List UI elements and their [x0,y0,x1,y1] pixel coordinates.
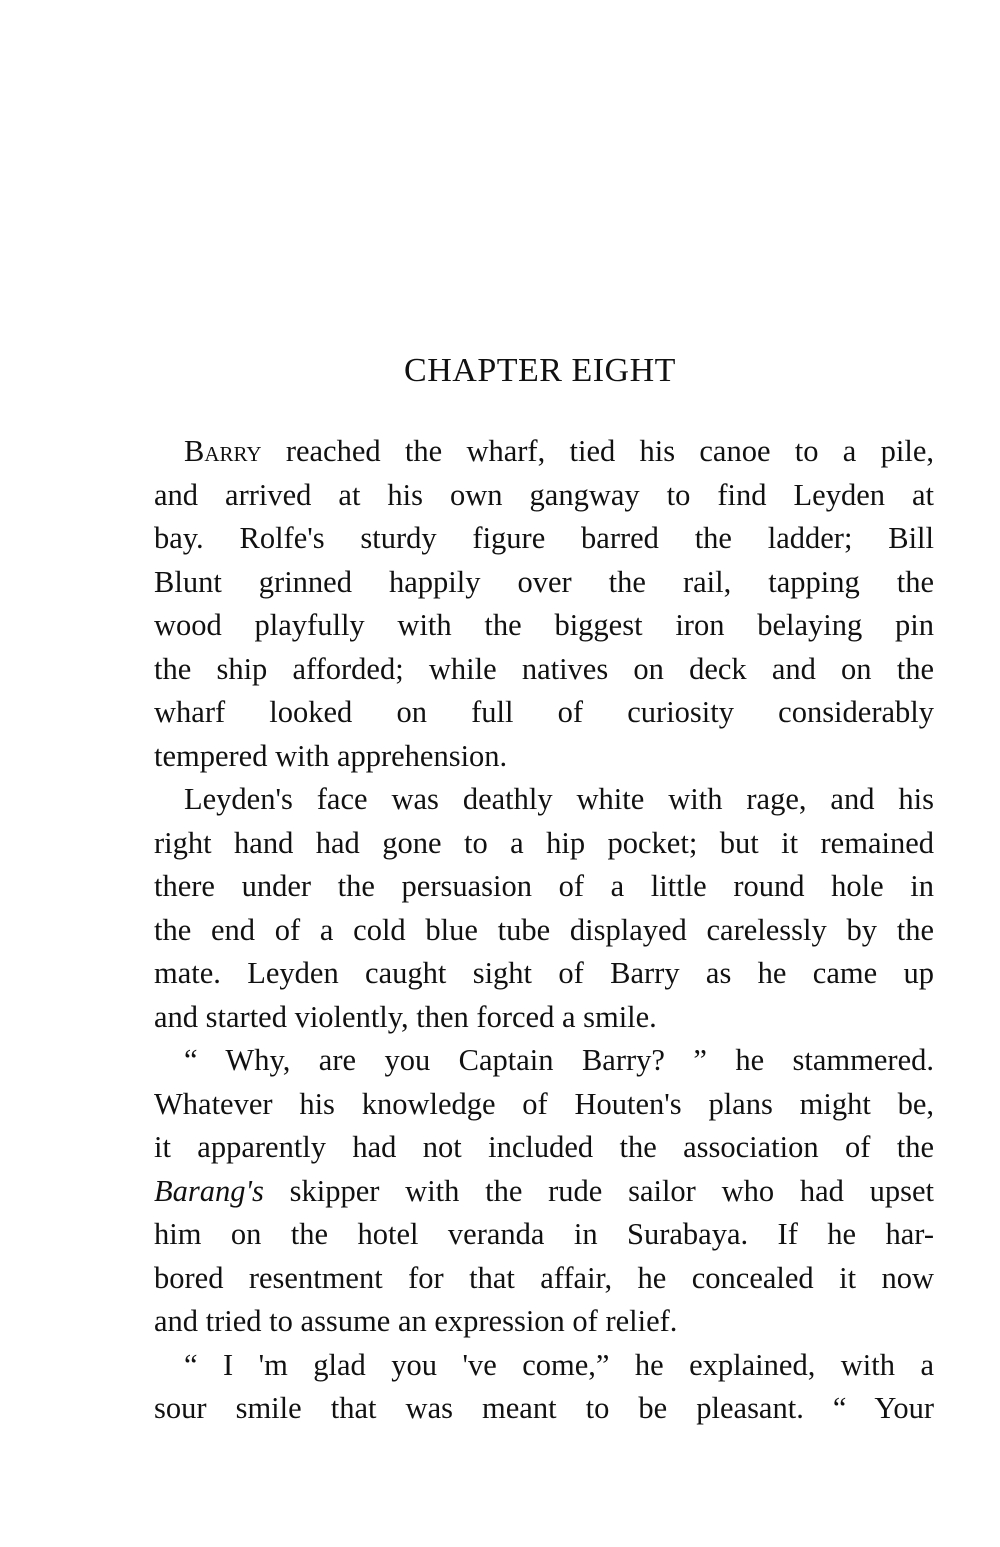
text-line: mate. Leyden caught sight of Barry as he came up [154,956,934,990]
chapter-heading: CHAPTER EIGHT [404,352,676,389]
text-line: right hand had gone to a hip pocket; but it remained [154,825,934,860]
text-line: bored resentment for that affair, he concealed it now [154,1260,934,1295]
text-line: sour smile that was meant to be pleasant. “ Your [154,1391,934,1425]
text-line: wood playfully with the biggest iron belaying pin [154,608,934,642]
text-line: wharf looked on full of curiosity considerably [154,695,934,729]
text-line: “ I 'm glad you 've come,” he explained, with a [184,1347,934,1382]
text-line [154,1170,934,1214]
text-line: bay. Rolfe's sturdy figure barred the ladder; Bill [154,521,934,555]
text-line: and tried to assume an expression of relief. [154,1304,678,1338]
text-line: Leyden's face was deathly white with rage, and his [184,782,934,816]
text-line: “ Why, are you Captain Barry? ” he stammered. [184,1043,934,1077]
text-line: the ship afforded; while natives on deck and on the [154,651,934,686]
text-line: there under the persuasion of a little round hole in [154,869,934,903]
text-line: it apparently had not included the association of the [154,1130,934,1164]
text-line: and arrived at his own gangway to find Leyden at [154,477,934,512]
text-line: the end of a cold blue tube displayed carelessly by the [154,912,934,947]
text-line: tempered with apprehension. [154,738,508,773]
text-line: Whatever his knowledge of Houten's plans might be, [154,1086,934,1121]
drop-word: Barry [184,434,262,468]
text-line: and started violently, then forced a smile. [154,999,657,1034]
ship-name: Barang's [154,1173,264,1208]
body-text [154,430,934,1431]
line-text: reached the wharf, tied his canoe to a pile, [261,434,934,468]
text-line: him on the hotel veranda in Surabaya. If he har- [154,1217,934,1251]
line-text: skipper with the rude sailor who had upset [263,1173,934,1208]
text-line [154,430,934,474]
text-line: Blunt grinned happily over the rail, tapping the [154,564,934,599]
